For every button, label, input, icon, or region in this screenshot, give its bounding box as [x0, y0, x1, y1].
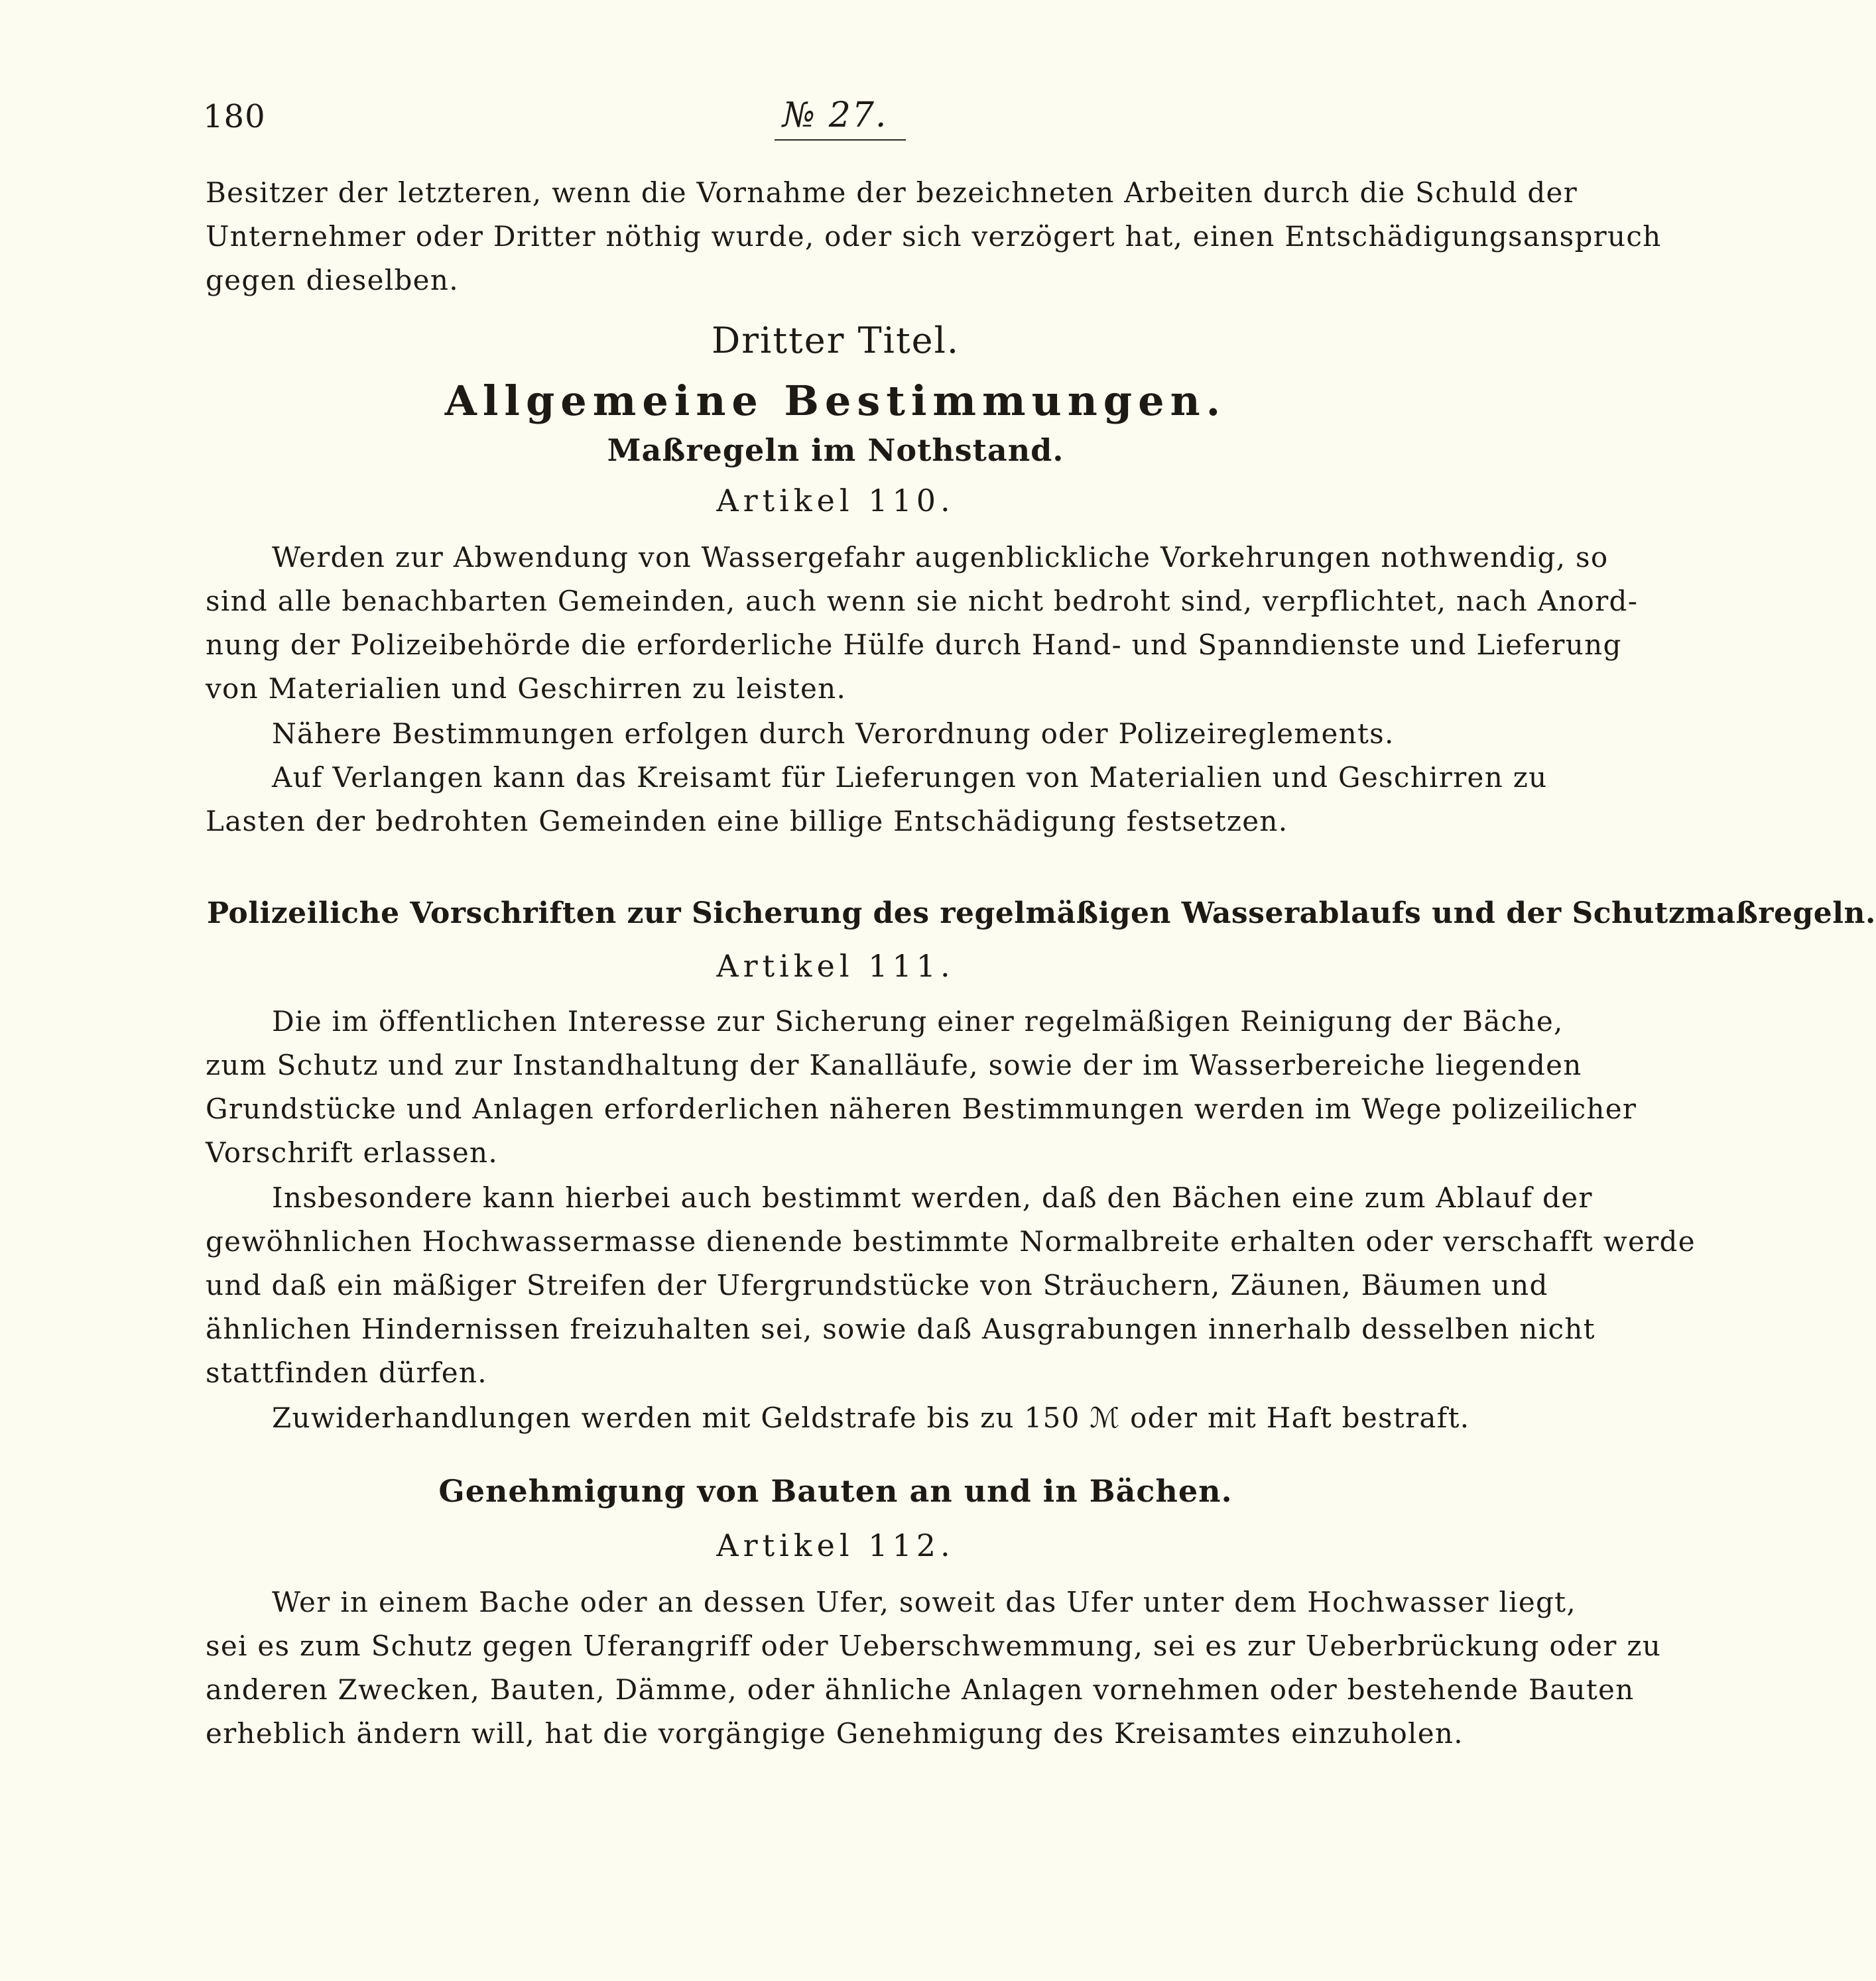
- text-line: stattfinden dürfen.: [206, 1356, 487, 1389]
- text-line: zum Schutz und zur Instandhaltung der Kanalläufe, sowie der im Wasserbereiche liegenden: [206, 1049, 1582, 1081]
- article-111-heading: [207, 896, 1876, 930]
- text-line: Nähere Bestimmungen erfolgen durch Verordnung oder Polizeireglements.: [272, 717, 1395, 750]
- text-line: Die im öffentlichen Interesse zur Sicherung einer regelmäßigen Reinigung der Bäche,: [272, 1005, 1564, 1038]
- text-line: Lasten der bedrohten Gemeinden eine billige Entschädigung festsetzen.: [206, 805, 1288, 837]
- text-line: Wer in einem Bache oder an dessen Ufer, soweit das Ufer unter dem Hochwasser liegt,: [272, 1586, 1577, 1618]
- subheading: Maßregeln im Nothstand.: [607, 432, 1064, 468]
- text-line: anderen Zwecken, Bauten, Dämme, oder ähnliche Anlagen vornehmen oder bestehende Bauten: [206, 1673, 1635, 1706]
- text-line: sei es zum Schutz gegen Uferangriff oder Ueberschwemmung, sei es zur Ueberbrückung oder zu: [206, 1630, 1662, 1662]
- article-112-label: Artikel 112.: [716, 1528, 955, 1563]
- article-111-paragraph-2: [206, 1176, 1696, 1395]
- article-110-label: Artikel 110.: [716, 483, 955, 518]
- text-line: Insbesondere kann hierbei auch bestimmt werden, daß den Bächen eine zum Ablauf der: [272, 1181, 1593, 1214]
- text-line: von Materialien und Geschirren zu leisten.: [206, 672, 847, 705]
- article-110-paragraph-1: [206, 536, 1639, 711]
- section-heading: Allgemeine Bestimmungen.: [444, 377, 1227, 425]
- text-line: Auf Verlangen kann das Kreisamt für Lieferungen von Materialien und Geschirren zu: [272, 761, 1548, 794]
- text-line: und daß ein mäßiger Streifen der Ufergrundstücke von Sträuchern, Zäunen, Bäumen und: [206, 1269, 1548, 1301]
- text-line: Werden zur Abwendung von Wassergefahr augenblickliche Vorkehrungen nothwendig, so: [272, 541, 1609, 573]
- text-line: Grundstücke und Anlagen erforderlichen näheren Bestimmungen werden im Wege polizeilicher: [206, 1093, 1637, 1125]
- text-line: erheblich ändern will, hat die vorgängige Genehmigung des Kreisamtes einzuholen.: [206, 1717, 1464, 1750]
- issue-number: № 27.: [782, 95, 888, 135]
- text-line: Besitzer der letzteren, wenn die Vornahme der bezeichneten Arbeiten durch die Schuld der: [206, 176, 1578, 209]
- article-110-paragraph-2: [206, 712, 1466, 756]
- text-line: sind alle benachbarten Gemeinden, auch wenn sie nicht bedroht sind, verpflichtet, nach Anord-: [206, 585, 1639, 617]
- page-number: 180: [203, 98, 266, 135]
- article-111-paragraph-1: [206, 1000, 1637, 1175]
- article-111-paragraph-3: [206, 1396, 1470, 1440]
- header-rule: [775, 139, 906, 141]
- text-line: Unternehmer oder Dritter nöthig wurde, oder sich verzögert hat, einen Entschädigungsanspruch: [206, 220, 1662, 253]
- heading-line: Polizeiliche Vorschriften zur Sicherung des regelmäßigen Wasserablaufs und der Schutzmaßregeln.: [207, 896, 1876, 930]
- article-110-paragraph-3: [206, 756, 1548, 843]
- part-title: Dritter Titel.: [711, 320, 960, 361]
- text-line: gegen dieselben.: [206, 264, 459, 296]
- text-line: Zuwiderhandlungen werden mit Geldstrafe bis zu 150 ℳ oder mit Haft bestraft.: [272, 1402, 1470, 1434]
- article-111-label: Artikel 111.: [716, 948, 955, 984]
- text-line: ähnlichen Hindernissen freizuhalten sei, sowie daß Ausgrabungen innerhalb desselben nicht: [206, 1313, 1595, 1345]
- article-112-paragraph-1: [206, 1581, 1662, 1756]
- intro-paragraph: [206, 171, 1662, 302]
- text-line: gewöhnlichen Hochwassermasse dienende bestimmte Normalbreite erhalten oder verschafft werde: [206, 1225, 1696, 1258]
- text-line: Vorschrift erlassen.: [206, 1136, 499, 1169]
- article-112-heading: Genehmigung von Bauten an und in Bächen.: [438, 1473, 1233, 1509]
- text-line: nung der Polizeibehörde die erforderliche Hülfe durch Hand- und Spanndienste und Lieferung: [206, 629, 1622, 661]
